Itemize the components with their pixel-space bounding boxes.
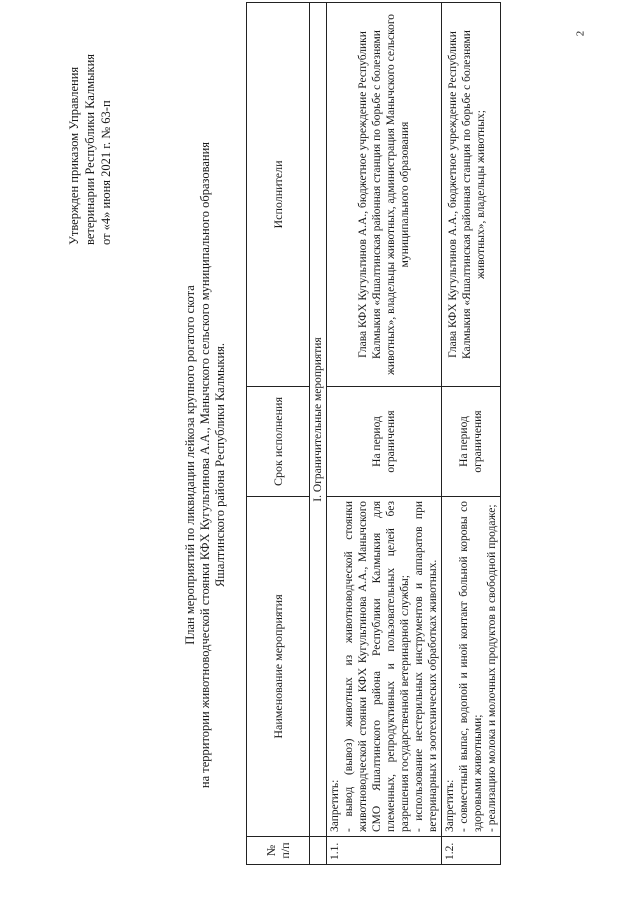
header-name: Наименование мероприятия bbox=[247, 497, 310, 837]
approval-line: от «4» июня 2021 г. № 63-п bbox=[99, 100, 113, 245]
approval-block bbox=[66, 15, 114, 245]
term-cell: На период ограничения bbox=[442, 387, 501, 497]
measure-line: - вывод (вывоз) животных из животноводческой стоянки животноводческой стоянки КФХ Кугультинова А.А., Манычского СМО Яшалтинского района Республики Калмыкия для племенных, репродуктивных и пользовательных целей без разрешения государственной ветеринарной службы; bbox=[343, 501, 411, 832]
measure-cell bbox=[327, 497, 442, 837]
section-row bbox=[310, 3, 327, 865]
title-line: План мероприятий по ликвидации лейкоза крупного рогатого скота bbox=[183, 285, 197, 645]
document-title bbox=[183, 85, 228, 845]
title-line: на территории животноводческой стоянки КФХ Кугультинова А.А., Манычского сельского муниципального образования bbox=[198, 141, 212, 789]
header-exec: Исполнители bbox=[247, 3, 310, 387]
measure-line: - совместный выпас, водопой и иной контакт больной коровы со здоровыми животными; bbox=[458, 501, 484, 832]
term-cell: На период ограничения bbox=[327, 387, 442, 497]
executor-cell: Глава КФХ Кугультинов А.А., бюджетное учреждение Республики Калмыкия «Яшалтинская районная станция по борьбе с болезнями животных», владельцы животных; bbox=[442, 3, 501, 387]
executor-cell: Глава КФХ Кугультинов А.А., бюджетное учреждение Республики Калмыкия «Яшалтинская районная станция по борьбе с болезнями животных», владельцы животных, администрация Манычского сельского муниципального образования bbox=[327, 3, 442, 387]
approval-line: ветеринарии Республики Калмыкия bbox=[83, 53, 97, 245]
plan-table bbox=[246, 2, 501, 865]
measure-line: - реализацию молока и молочных продуктов в свободной продаже; bbox=[486, 504, 498, 832]
measure-line: - использование нестерильных инструментов и аппаратов при ветеринарных и зоотехнических обработках животных. bbox=[413, 501, 439, 832]
row-number: 1.1. bbox=[327, 837, 442, 865]
header-term: Срок исполнения bbox=[247, 387, 310, 497]
table-row bbox=[442, 3, 501, 865]
row-number: 1.2. bbox=[442, 837, 501, 865]
table-row bbox=[327, 3, 442, 865]
table-header-row bbox=[247, 3, 310, 865]
page-number: 2 bbox=[574, 30, 587, 37]
measure-cell bbox=[442, 497, 501, 837]
measure-line: Запретить: bbox=[329, 779, 341, 832]
approval-line: Утвержден приказом Управления bbox=[67, 66, 81, 245]
section-title: I. Ограничительные мероприятия bbox=[310, 3, 327, 837]
header-num: № п/п bbox=[247, 837, 310, 865]
title-line: Яшалтинского района Республики Калмыкия. bbox=[213, 342, 227, 588]
measure-line: Запретить: bbox=[444, 779, 456, 832]
